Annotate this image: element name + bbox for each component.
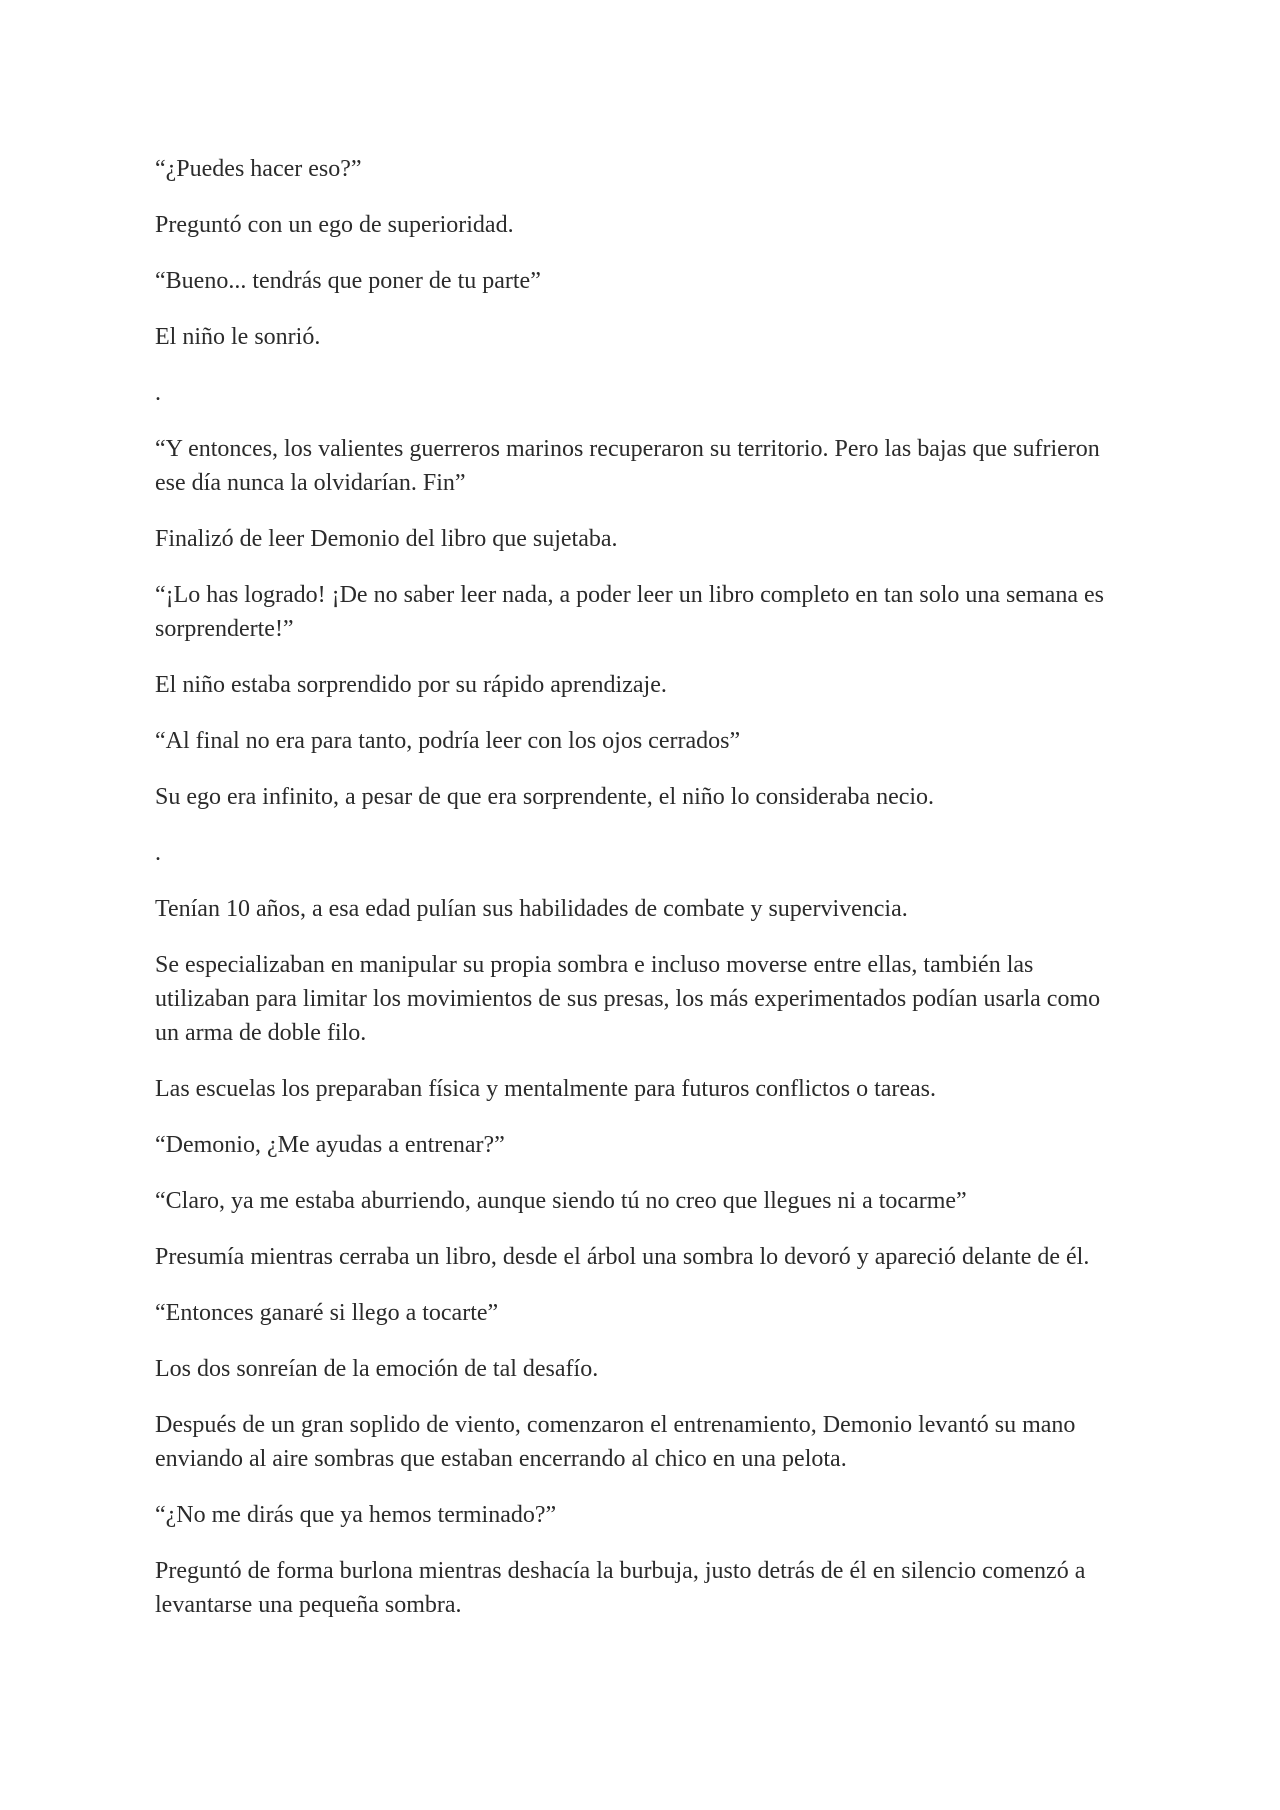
paragraph: Preguntó con un ego de superioridad. [155, 212, 514, 238]
paragraph: Después de un gran soplido de viento, comenzaron el entrenamiento, Demonio levantó su mano enviando al aire sombras que estaban encerrando al chico en una pelota. [155, 1412, 1076, 1472]
paragraph: “Bueno... tendrás que poner de tu parte” [155, 268, 541, 294]
scene-separator: . [155, 380, 161, 406]
paragraph: “¡Lo has logrado! ¡De no saber leer nada, a poder leer un libro completo en tan solo una semana es sorprenderte!” [155, 582, 1104, 642]
paragraph: “Al final no era para tanto, podría leer con los ojos cerrados” [155, 728, 741, 754]
paragraph: “¿No me dirás que ya hemos terminado?” [155, 1502, 557, 1528]
paragraph: Tenían 10 años, a esa edad pulían sus habilidades de combate y supervivencia. [155, 896, 908, 922]
document-body [155, 152, 1120, 1644]
paragraph: El niño estaba sorprendido por su rápido aprendizaje. [155, 672, 667, 698]
paragraph: Se especializaban en manipular su propia sombra e incluso moverse entre ellas, también las utilizaban para limitar los movimientos de sus presas, los más experimentados podían usarla como un arma de doble filo. [155, 952, 1101, 1046]
paragraph: “¿Puedes hacer eso?” [155, 156, 362, 182]
paragraph: “Entonces ganaré si llego a tocarte” [155, 1300, 499, 1326]
paragraph: Las escuelas los preparaban física y mentalmente para futuros conflictos o tareas. [155, 1076, 937, 1102]
scene-separator: . [155, 840, 161, 866]
paragraph: Los dos sonreían de la emoción de tal desafío. [155, 1356, 599, 1382]
paragraph: “Y entonces, los valientes guerreros marinos recuperaron su territorio. Pero las bajas que sufrieron ese día nunca la olvidarían. Fin” [155, 436, 1100, 496]
paragraph: “Claro, ya me estaba aburriendo, aunque siendo tú no creo que llegues ni a tocarme” [155, 1188, 967, 1214]
paragraph: El niño le sonrió. [155, 324, 321, 350]
paragraph: Preguntó de forma burlona mientras deshacía la burbuja, justo detrás de él en silencio comenzó a levantarse una pequeña sombra. [155, 1558, 1086, 1618]
paragraph: Presumía mientras cerraba un libro, desde el árbol una sombra lo devoró y apareció delante de él. [155, 1244, 1090, 1270]
paragraph: Finalizó de leer Demonio del libro que sujetaba. [155, 526, 618, 552]
paragraph: Su ego era infinito, a pesar de que era sorprendente, el niño lo consideraba necio. [155, 784, 935, 810]
paragraph: “Demonio, ¿Me ayudas a entrenar?” [155, 1132, 505, 1158]
